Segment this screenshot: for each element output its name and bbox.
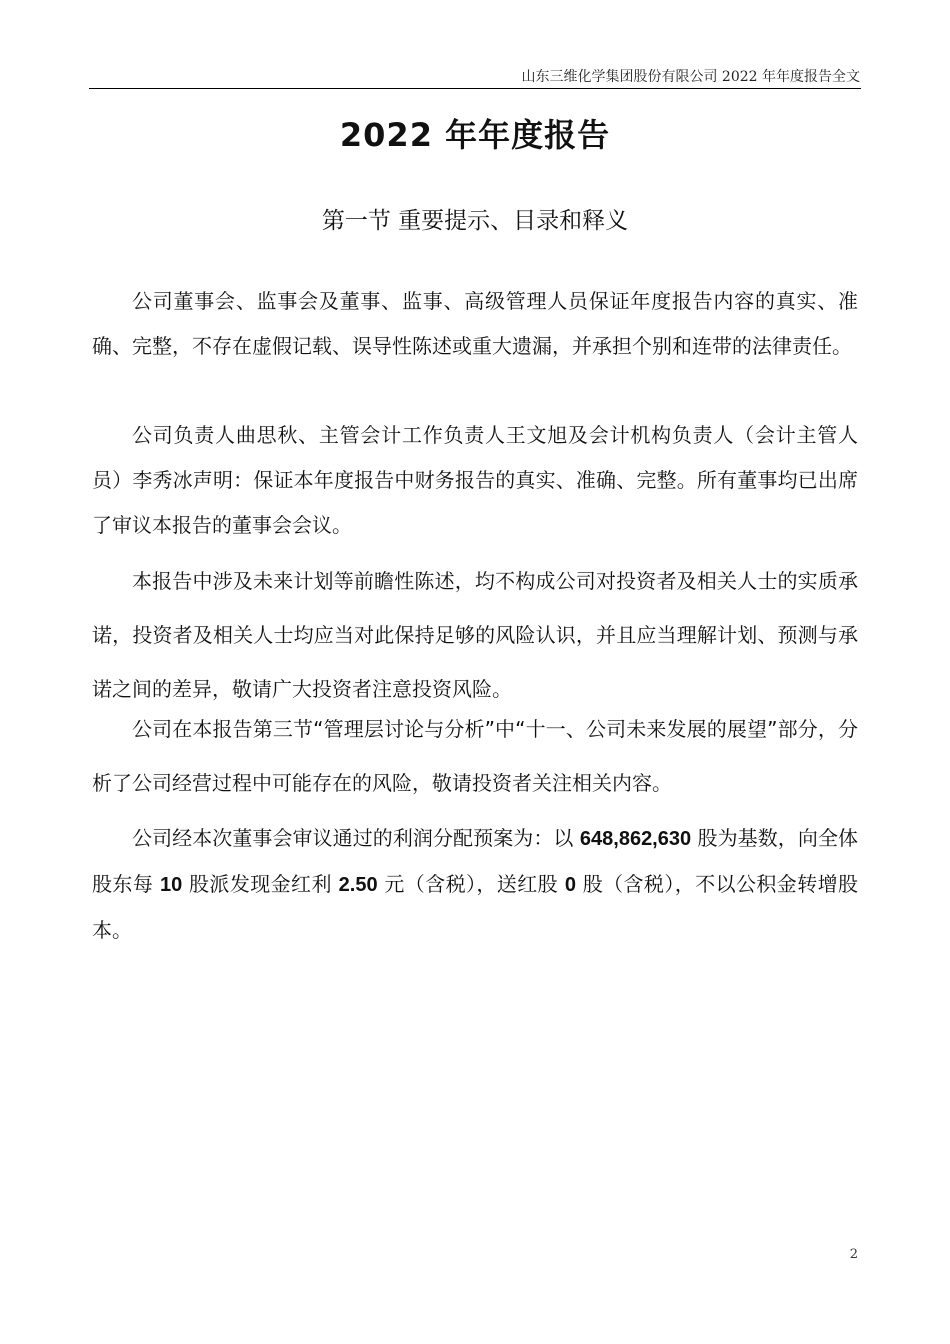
paragraph-forward-looking: 本报告中涉及未来计划等前瞻性陈述，均不构成公司对投资者及相关人士的实质承诺，投资者及相关人士均应当对此保持足够的风险认识，并且应当理解计划、预测与承诺之间的差异，敬请广大投资者注意投资风险。 [92,569,858,701]
running-header: 山东三维化学集团股份有限公司 2022 年年度报告全文 [521,69,860,85]
paragraph-risk-reference: 公司在本报告第三节“管理层讨论与分析”中“十一、公司未来发展的展望”部分，分析了公司经营过程中可能存在的风险，敬请投资者关注相关内容。 [92,717,858,795]
text-segment: 元（含税），送红股 [377,872,565,896]
paragraph-profit-distribution [92,816,858,953]
document-title: 2022 年年度报告 [339,116,611,154]
share-base-value: 648,862,630 [579,828,692,850]
text-segment: 股为基数，向全体股东每 [92,826,859,896]
page-number: 2 [849,1247,858,1262]
paragraph-board-guarantee: 公司董事会、监事会及董事、监事、高级管理人员保证年度报告内容的真实、准确、完整，不存在虚假记载、误导性陈述或重大遗漏，并承担个别和连带的法律责任。 [92,289,858,358]
bonus-shares-value: 0 [564,874,576,896]
section-title: 第一节 重要提示、目录和释义 [321,208,629,234]
per-shares-value: 10 [160,874,183,896]
text-segment: 公司经本次董事会审议通过的利润分配预案为：以 [132,826,580,850]
header-divider [89,88,861,89]
paragraph-responsible-persons: 公司负责人曲思秋、主管会计工作负责人王文旭及会计机构负责人（会计主管人员）李秀冰声明：保证本年度报告中财务报告的真实、准确、完整。所有董事均已出席了审议本报告的董事会会议。 [92,423,858,537]
text-segment: 股派发现金红利 [182,872,339,896]
text-segment: 股（含税），不以公积金转增股本。 [92,872,859,942]
cash-dividend-value: 2.50 [338,874,378,896]
